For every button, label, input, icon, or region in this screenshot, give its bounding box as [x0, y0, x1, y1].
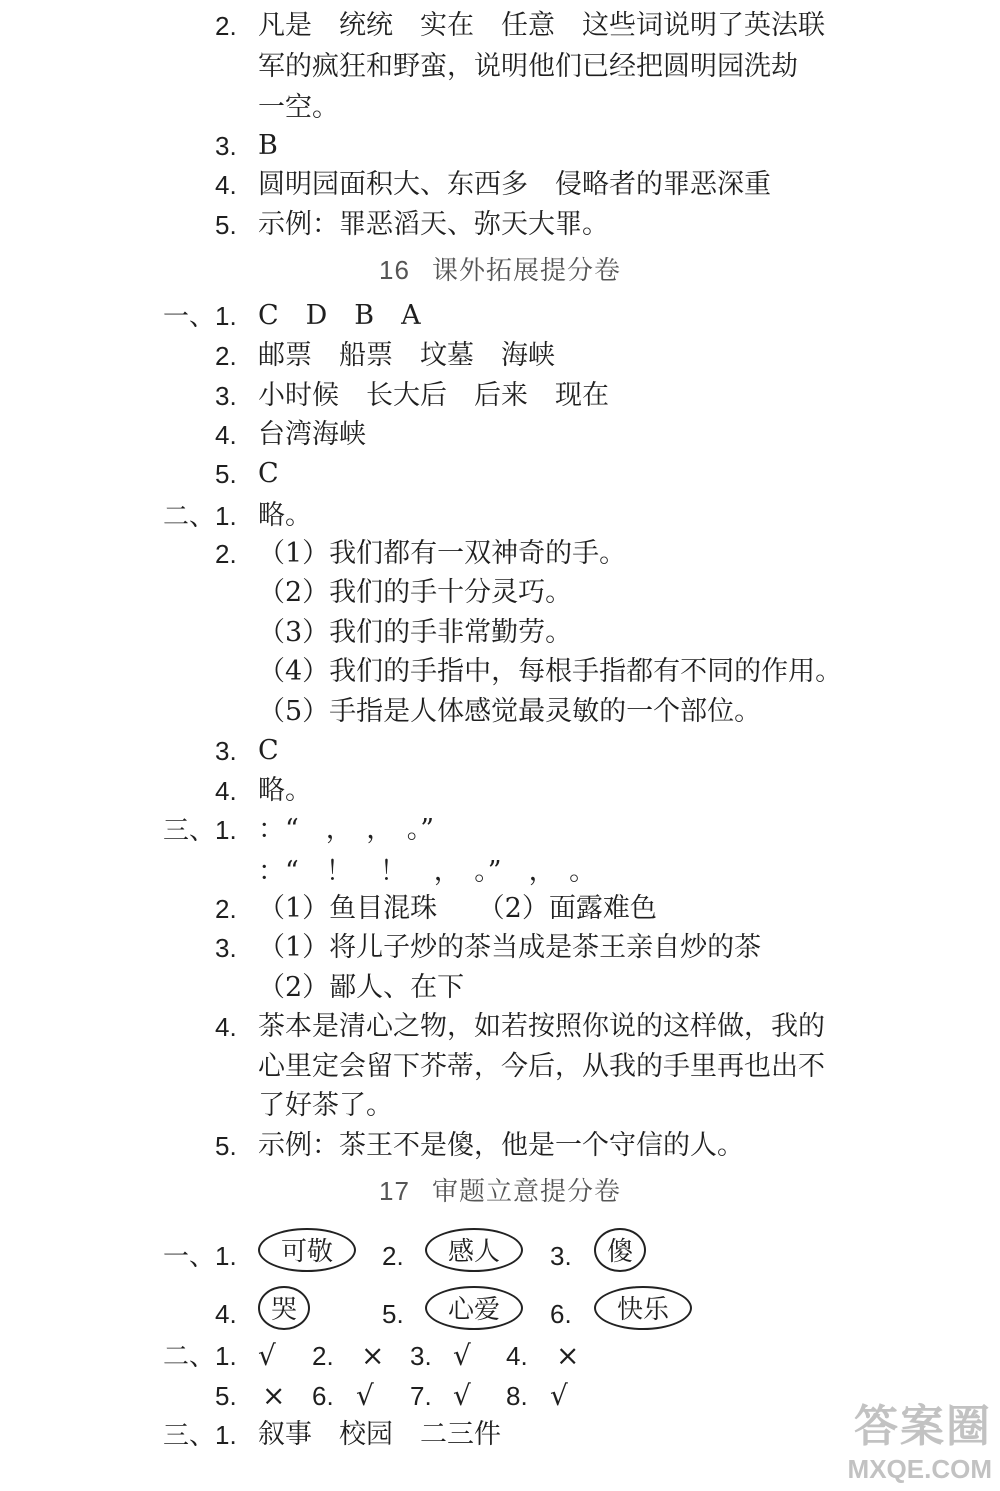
sub-answer: （1）我们都有一双神奇的手。: [258, 538, 627, 569]
answer-text: 叙事 校园 二三件: [258, 1419, 501, 1450]
question-number: 4.: [215, 170, 237, 200]
q16-3-1-line2: [0, 852, 1000, 892]
sub-answer: （2）我们的手十分灵巧。: [258, 577, 573, 608]
cross-mark: ×: [262, 1379, 286, 1412]
answer-text: C D B A: [258, 300, 421, 331]
circled-word: 哭: [258, 1286, 310, 1330]
question-number: 4.: [506, 1341, 528, 1371]
check-mark: √: [550, 1379, 568, 1412]
question-number: 3.: [215, 933, 237, 963]
answer-text: 一空。: [258, 92, 339, 123]
q16-3-1: [0, 810, 1000, 850]
question-number: 2.: [312, 1341, 334, 1371]
question-number: 4.: [215, 1012, 237, 1042]
question-number: 3.: [215, 381, 237, 411]
question-number: 2.: [382, 1241, 404, 1271]
check-mark: √: [356, 1379, 374, 1412]
q15-4: [0, 165, 1000, 205]
watermark-logo: [848, 1390, 992, 1485]
check-mark: √: [453, 1339, 471, 1372]
answer-text: 小时候 长大后 后来 现在: [258, 380, 609, 411]
circled-word: 感人: [425, 1228, 523, 1272]
q15-3: [0, 126, 1000, 166]
section-heading-16: [0, 250, 1000, 290]
answer-text: B: [258, 130, 278, 161]
q16-2-2-4: [0, 652, 1000, 692]
q16-3-2: [0, 889, 1000, 929]
q16-3-3: [0, 928, 1000, 968]
part-label: 二、1.: [163, 501, 237, 531]
question-number: 6.: [550, 1299, 572, 1329]
sub-answer: （1）将儿子炒的茶当成是茶王亲自炒的茶: [258, 932, 762, 963]
question-number: 3.: [410, 1341, 432, 1371]
q16-2-2-3: [0, 613, 1000, 653]
q16-1-3: [0, 376, 1000, 416]
question-number: 2.: [215, 341, 237, 371]
q16-3-4: [0, 1007, 1000, 1047]
q16-2-2: [0, 534, 1000, 574]
q16-1-1: [0, 296, 1000, 336]
circled-word: 可敬: [258, 1228, 356, 1272]
question-number: 2.: [215, 539, 237, 569]
question-number: 5.: [215, 210, 237, 240]
q16-3-4-line3: [0, 1086, 1000, 1126]
q16-1-4: [0, 415, 1000, 455]
cross-mark: ×: [556, 1339, 580, 1372]
section-heading-17: [0, 1171, 1000, 1211]
answer-text: 略。: [258, 775, 312, 806]
q16-2-1: [0, 496, 1000, 536]
q16-1-5: [0, 454, 1000, 494]
answer-text: 心里定会留下芥蒂，今后，从我的手里再也出不: [258, 1051, 825, 1082]
circled-word: 快乐: [594, 1286, 692, 1330]
sub-answer: （2）鄙人、在下: [258, 972, 465, 1003]
watermark-title: 答案圈: [854, 1402, 992, 1451]
q15-5: [0, 205, 1000, 245]
q15-2: [0, 6, 1000, 46]
question-number: 5.: [215, 1381, 237, 1411]
question-number: 3.: [215, 736, 237, 766]
q15-2-line2: [0, 47, 1000, 87]
question-number: 5.: [215, 459, 237, 489]
q16-1-2: [0, 336, 1000, 376]
circled-word: 心爱: [425, 1286, 523, 1330]
question-number: 4.: [215, 420, 237, 450]
question-number: 4.: [215, 1299, 237, 1329]
answer-text: C: [258, 735, 279, 766]
answer-text: 茶本是清心之物，如若按照你说的这样做，我的: [258, 1011, 825, 1042]
answer-text: 邮票 船票 坟墓 海峡: [258, 340, 555, 371]
q16-2-4: [0, 771, 1000, 811]
q16-2-2-2: [0, 573, 1000, 613]
part-label: 一、1.: [163, 1241, 237, 1271]
question-number: 5.: [382, 1299, 404, 1329]
question-number: 8.: [506, 1381, 528, 1411]
check-mark: √: [453, 1379, 471, 1412]
answer-text: 示例：茶王不是傻，他是一个守信的人。: [258, 1130, 744, 1161]
question-number: 2.: [215, 894, 237, 924]
punctuation-answer: ：“ ， ， 。”: [258, 814, 435, 845]
sub-answer: （5）手指是人体感觉最灵敏的一个部位。: [258, 696, 762, 727]
q16-2-2-5: [0, 692, 1000, 732]
part-label: 三、1.: [163, 815, 237, 845]
watermark-url: MXQE.COM: [847, 1454, 992, 1484]
check-mark: √: [258, 1339, 276, 1372]
part-label: 二、1.: [163, 1341, 237, 1371]
circled-word: 傻: [594, 1228, 646, 1272]
question-number: 4.: [215, 776, 237, 806]
question-number: 3.: [215, 131, 237, 161]
sub-answer: （4）我们的手指中，每根手指都有不同的作用。: [258, 656, 843, 687]
answer-text: 台湾海峡: [258, 419, 366, 450]
question-number: 7.: [410, 1381, 432, 1411]
question-number: 5.: [215, 1131, 237, 1161]
question-number: 3.: [550, 1241, 572, 1271]
answer-text: C: [258, 458, 279, 489]
answer-text: （1）鱼目混珠 （2）面露难色: [258, 893, 657, 924]
question-number: 2.: [215, 11, 237, 41]
answer-text: 军的疯狂和野蛮，说明他们已经把圆明园洗劫: [258, 51, 798, 82]
q16-3-3-2: [0, 968, 1000, 1008]
section-number: 17: [379, 1176, 410, 1206]
q16-3-4-line2: [0, 1047, 1000, 1087]
part-label: 三、1.: [163, 1420, 237, 1450]
answer-text: 略。: [258, 500, 312, 531]
q16-2-3: [0, 731, 1000, 771]
cross-mark: ×: [361, 1339, 385, 1372]
section-title: 课外拓展提分卷: [431, 255, 621, 285]
section-number: 16: [379, 255, 410, 285]
section-title: 审题立意提分卷: [431, 1176, 621, 1206]
q15-2-line3: [0, 88, 1000, 128]
answer-text: 凡是 统统 实在 任意 这些词说明了英法联: [258, 10, 825, 41]
answer-text: 了好茶了。: [258, 1090, 393, 1121]
answer-text: 圆明园面积大、东西多 侵略者的罪恶深重: [258, 169, 771, 200]
part-label: 一、1.: [163, 301, 237, 331]
punctuation-answer: ：“ ！ ！ ， 。” ， 。: [258, 856, 597, 887]
sub-answer: （3）我们的手非常勤劳。: [258, 617, 573, 648]
q16-3-5: [0, 1126, 1000, 1166]
answer-text: 示例：罪恶滔天、弥天大罪。: [258, 209, 609, 240]
question-number: 6.: [312, 1381, 334, 1411]
